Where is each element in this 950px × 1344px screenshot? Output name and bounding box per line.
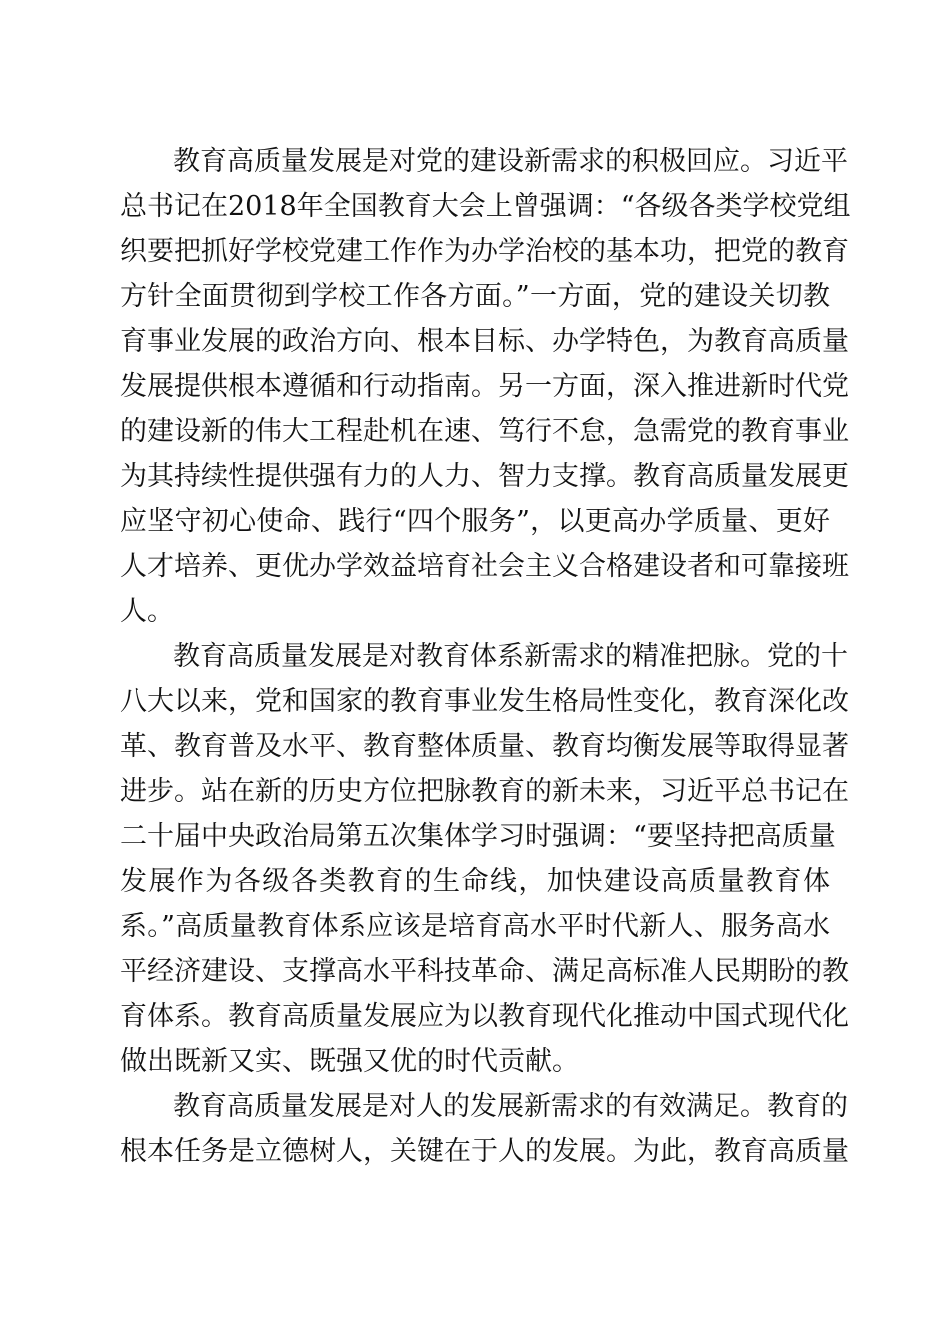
text-line: 八大以来，党和国家的教育事业发生格局性变化，教育深化改 (120, 686, 849, 717)
text-line: 发展提供根本遵循和行动指南。另一方面，深入推进新时代党 (120, 371, 849, 402)
text-line: 根本任务是立德树人，关键在于人的发展。为此，教育高质量 (120, 1136, 849, 1167)
text-line: 二十届中央政治局第五次集体学习时强调：“要坚持把高质量 (120, 821, 836, 852)
text-line: 进步。站在新的历史方位把脉教育的新未来，习近平总书记在 (120, 776, 849, 807)
text-line: 革、教育普及水平、教育整体质量、教育均衡发展等取得显著 (120, 731, 849, 762)
text-line: 织要把抓好学校党建工作作为办学治校的基本功，把党的教育 (120, 236, 849, 267)
text-line: 为其持续性提供强有力的人力、智力支撑。教育高质量发展更 (120, 461, 849, 492)
text-line: 教育高质量发展是对党的建设新需求的积极回应。习近平 (173, 146, 848, 177)
text-line: 的建设新的伟大工程赴机在速、笃行不怠，急需党的教育事业 (120, 416, 849, 447)
text-line: 平经济建设、支撑高水平科技革命、满足高标准人民期盼的教 (120, 956, 849, 987)
text-line: 发展作为各级各类教育的生命线，加快建设高质量教育体 (120, 866, 830, 897)
text-line: 人才培养、更优办学效益培育社会主义合格建设者和可靠接班 (120, 551, 849, 582)
text-line: 教育高质量发展是对教育体系新需求的精准把脉。党的十 (173, 641, 848, 672)
text-line: 总书记在2018年全国教育大会上曾强调：“各级各类学校党组 (120, 191, 851, 222)
text-line: 人。 (120, 596, 174, 627)
text-line: 教育高质量发展是对人的发展新需求的有效满足。教育的 (173, 1091, 848, 1122)
text-line: 育事业发展的政治方向、根本目标、办学特色，为教育高质量 (120, 326, 849, 357)
text-line: 做出既新又实、既强又优的时代贡献。 (120, 1046, 579, 1077)
text-line: 方针全面贯彻到学校工作各方面。”一方面，党的建设关切教 (120, 281, 830, 312)
text-line: 系。”高质量教育体系应该是培育高水平时代新人、服务高水 (120, 911, 830, 942)
text-line: 应坚守初心使命、践行“四个服务”，以更高办学质量、更好 (120, 506, 830, 537)
text-line: 育体系。教育高质量发展应为以教育现代化推动中国式现代化 (120, 1001, 849, 1032)
